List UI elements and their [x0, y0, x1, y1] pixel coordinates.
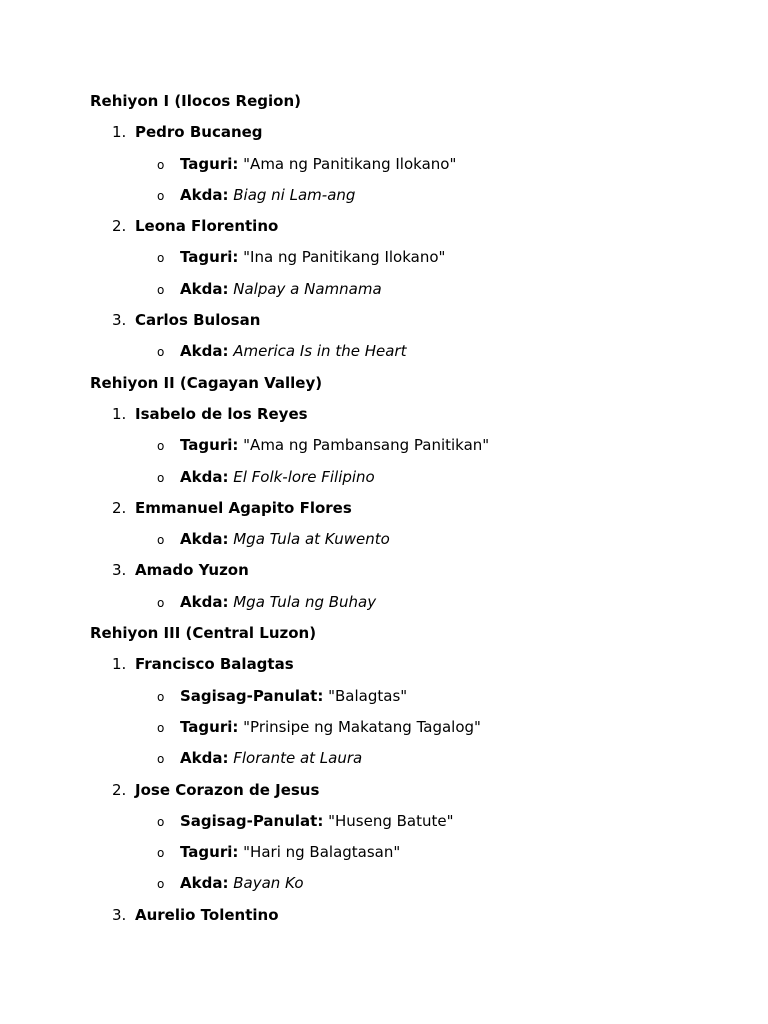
list-number: 1.: [112, 123, 127, 142]
detail-item: [90, 180, 730, 211]
detail-item: [90, 274, 730, 305]
region-heading: Rehiyon I (Ilocos Region): [90, 92, 302, 110]
author-name: Aurelio Tolentino: [135, 905, 279, 924]
author-list-item: [90, 649, 730, 680]
author-list-item: [90, 305, 730, 336]
detail-item: [90, 430, 730, 461]
detail-label: Akda:: [180, 467, 229, 486]
bullet-circle-icon: o: [157, 595, 165, 610]
detail-value: "Ama ng Panitikang Ilokano": [243, 154, 457, 173]
bullet-circle-icon: o: [157, 439, 165, 454]
bullet-circle-icon: o: [157, 188, 165, 203]
detail-item: [90, 868, 730, 899]
detail-value: "Ama ng Pambansang Panitikan": [243, 436, 490, 455]
detail-item: [90, 806, 730, 837]
detail-value: El Folk-lore Filipino: [233, 467, 375, 486]
detail-item: [90, 524, 730, 555]
detail-label: Taguri:: [180, 436, 239, 455]
detail-item: [90, 462, 730, 493]
detail-value: "Hari ng Balagtasan": [243, 843, 401, 862]
list-number: 1.: [112, 404, 127, 423]
bullet-circle-icon: o: [157, 877, 165, 892]
detail-item: [90, 149, 730, 180]
author-list-item: [90, 555, 730, 586]
detail-label: Akda:: [180, 279, 229, 298]
author-list-item: [90, 117, 730, 148]
detail-value: Nalpay a Namnama: [233, 279, 382, 298]
detail-value: "Prinsipe ng Makatang Tagalog": [243, 717, 481, 736]
bullet-circle-icon: o: [157, 846, 165, 861]
list-number: 3.: [112, 905, 127, 924]
detail-label: Akda:: [180, 592, 229, 611]
region-heading: Rehiyon II (Cagayan Valley): [90, 373, 323, 392]
detail-label: Taguri:: [180, 154, 239, 173]
detail-label: Akda:: [180, 185, 229, 204]
bullet-circle-icon: o: [157, 251, 165, 266]
author-list-item: [90, 493, 730, 524]
detail-item: [90, 743, 730, 774]
detail-label: Taguri:: [180, 843, 239, 862]
detail-value: "Huseng Batute": [328, 811, 454, 830]
list-number: 2.: [112, 780, 127, 799]
bullet-circle-icon: o: [157, 282, 165, 297]
author-name: Carlos Bulosan: [135, 311, 261, 330]
detail-value: "Balagtas": [328, 686, 408, 705]
detail-label: Taguri:: [180, 717, 239, 736]
author-list-item: [90, 211, 730, 242]
detail-item: [90, 837, 730, 868]
author-name: Pedro Bucaneg: [135, 123, 263, 142]
detail-value: Biag ni Lam-ang: [233, 185, 356, 204]
bullet-circle-icon: o: [157, 157, 165, 172]
document-body: [90, 86, 730, 931]
detail-label: Taguri:: [180, 248, 239, 267]
author-name: Francisco Balagtas: [135, 655, 294, 674]
detail-value: Bayan Ko: [233, 874, 304, 893]
detail-label: Akda:: [180, 874, 229, 893]
detail-label: Sagisag-Panulat:: [180, 811, 324, 830]
detail-label: Sagisag-Panulat:: [180, 686, 324, 705]
detail-item: [90, 242, 730, 273]
region-heading: Rehiyon III (Central Luzon): [90, 624, 317, 643]
list-number: 3.: [112, 561, 127, 580]
detail-value: Mga Tula ng Buhay: [233, 592, 377, 611]
author-list-item: [90, 900, 730, 931]
detail-label: Akda:: [180, 749, 229, 768]
detail-item: [90, 336, 730, 367]
detail-value: Florante at Laura: [233, 749, 363, 768]
bullet-circle-icon: o: [157, 470, 165, 485]
detail-value: America Is in the Heart: [233, 342, 407, 361]
bullet-circle-icon: o: [157, 814, 165, 829]
bullet-circle-icon: o: [157, 752, 165, 767]
author-list-item: [90, 775, 730, 806]
list-number: 2.: [112, 498, 127, 517]
list-number: 1.: [112, 655, 127, 674]
bullet-circle-icon: o: [157, 345, 165, 360]
detail-item: [90, 587, 730, 618]
detail-value: Mga Tula at Kuwento: [233, 530, 390, 549]
detail-label: Akda:: [180, 530, 229, 549]
author-name: Jose Corazon de Jesus: [135, 780, 320, 799]
bullet-circle-icon: o: [157, 689, 165, 704]
list-number: 3.: [112, 311, 127, 330]
author-name: Isabelo de los Reyes: [135, 404, 308, 423]
detail-value: "Ina ng Panitikang Ilokano": [243, 248, 446, 267]
list-number: 2.: [112, 217, 127, 236]
author-name: Emmanuel Agapito Flores: [135, 498, 352, 517]
bullet-circle-icon: o: [157, 720, 165, 735]
author-name: Amado Yuzon: [135, 561, 249, 580]
detail-item: [90, 681, 730, 712]
detail-item: [90, 712, 730, 743]
author-list-item: [90, 399, 730, 430]
detail-label: Akda:: [180, 342, 229, 361]
author-name: Leona Florentino: [135, 217, 279, 236]
bullet-circle-icon: o: [157, 533, 165, 548]
